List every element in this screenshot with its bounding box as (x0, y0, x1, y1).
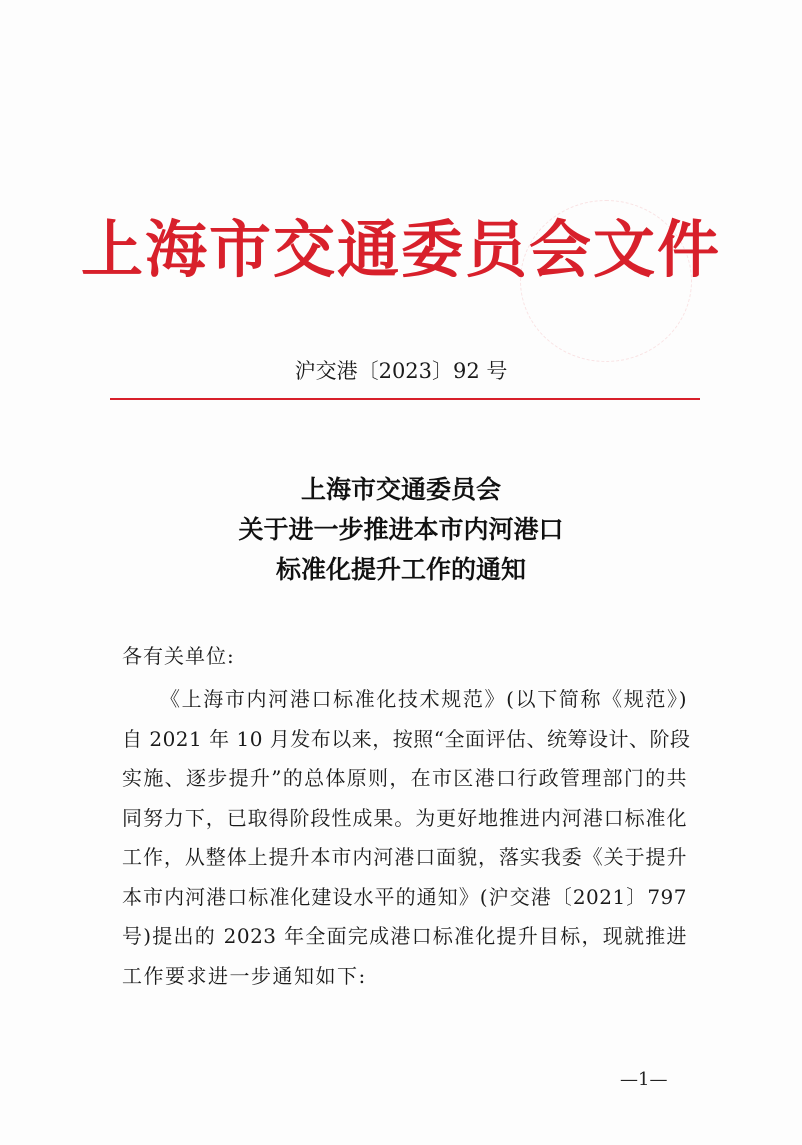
body-line: 工作，从整体上提升本市内河港口面貌，落实我委《关于提升 (122, 845, 687, 869)
salutation: 各有关单位: (122, 644, 235, 668)
body-line: 实施、逐步提升”的总体原则，在市区港口行政管理部门的共 (122, 766, 687, 790)
title-line-3: 标准化提升工作的通知 (275, 555, 526, 584)
red-divider-line (110, 398, 700, 400)
title-line-1: 上海市交通委员会 (300, 475, 501, 504)
body-line: 工作要求进一步通知如下: (122, 963, 367, 988)
body-paragraph (122, 680, 691, 996)
body-line: 同努力下，已取得阶段性成果。为更好地推进内河港口标准化 (122, 805, 687, 830)
body-line: 自 2021 年 10 月发布以来，按照“全面评估、统筹设计、阶段 (122, 726, 691, 751)
page-number: —1— (620, 1069, 668, 1090)
masthead-title: 上海市交通委员会文件 (80, 213, 721, 286)
title-line-2: 关于进一步推进本市内河港口 (238, 515, 564, 544)
body-line: 号)提出的 2023 年全面完成港口标准化提升目标，现就推进 (122, 924, 687, 948)
body-line: 本市内河港口标准化建设水平的通知》(沪交港〔2021〕797 (122, 884, 687, 909)
notice-title (0, 470, 802, 590)
body-line: 《上海市内河港口标准化技术规范》(以下简称《规范》) (160, 687, 687, 711)
document-number: 沪交港〔2023〕92 号 (294, 359, 508, 383)
